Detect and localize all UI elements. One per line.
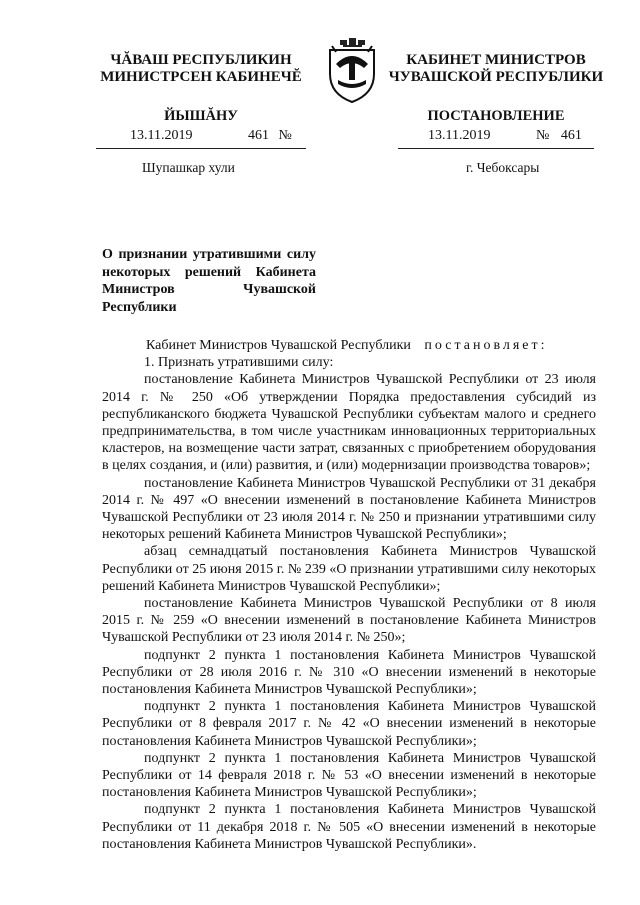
document-subject: О признании утратившими силу некоторых решений Кабинета Министров Чувашской Республики xyxy=(102,247,316,315)
org-name-russian: КАБИНЕТ МИНИСТРОВ ЧУВАШСКОЙ РЕСПУБЛИКИ xyxy=(388,52,604,85)
body-paragraph: подпункт 2 пункта 1 постановления Кабинета Министров Чувашской Республики от 28 июля 2016 г. № 310 «О внесении изменений в некоторые постановления Кабинета Министров Чувашской Республики»; xyxy=(102,647,596,698)
decree-verb: постановляет: xyxy=(424,338,548,353)
body-paragraph: подпункт 2 пункта 1 постановления Кабинета Министров Чувашской Республики от 11 декабря 2018 г. № 505 «О внесении изменений в некоторые постановления Кабинета Министров Чувашской Республики». xyxy=(102,802,596,852)
right-number-row: № 461 xyxy=(536,128,582,143)
body-paragraph: подпункт 2 пункта 1 постановления Кабинета Министров Чувашской Республики от 8 февраля 2017 г. № 42 «О внесении изменений в некоторые постановления Кабинета Министров Чувашской Республики»; xyxy=(102,699,596,749)
doc-type-russian: ПОСТАНОВЛЕНИЕ xyxy=(427,108,565,124)
body-paragraph: 1. Признать утратившими силу: xyxy=(144,355,334,371)
document-body xyxy=(102,337,596,853)
right-date-line xyxy=(398,148,594,149)
left-date-line xyxy=(96,148,306,149)
body-paragraph: постановление Кабинета Министров Чувашской Республики от 31 декабря 2014 г. № 497 «О внесении изменений в постановление Кабинета Министров Чувашской Республики от 23 июля 2014 г. № 250 и признании утратившими силу некоторых решений Кабинета Министров Чувашской Республики»; xyxy=(102,475,596,543)
body-paragraph: абзац семнадцатый постановления Кабинета Министров Чувашской Республики от 25 июня 2015 г. № 239 «О признании утратившими силу некоторых решений Кабинета Министров Чувашской Республики»; xyxy=(102,544,596,594)
left-date: 13.11.2019 xyxy=(130,128,193,143)
body-paragraph: постановление Кабинета Министров Чувашской Республики от 23 июля 2014 г. № 250 «Об утверждении Порядка предоставления субсидий из республиканского бюджета Чувашской Республики субъектам малого и среднего предпринимательства, в том числе участникам инновационных территориальных кластеров, на возмещение части затрат, связанных с приобретением оборудования в целях создания, и (или) развития, и (или) модернизации производства товаров»; xyxy=(102,372,596,474)
intro-paragraph: Кабинет Министров Чувашской Республики постановляет: xyxy=(146,338,548,353)
org-name-chuvash: ЧĂВАШ РЕСПУБЛИКИН МИНИСТРСЕН КАБИНЕЧĔ xyxy=(100,52,302,85)
header-left xyxy=(96,22,306,125)
header-right xyxy=(380,22,612,125)
right-date: 13.11.2019 xyxy=(428,128,491,143)
left-number-row: 461 № xyxy=(248,128,292,143)
place-chuvash: Шупашкар хули xyxy=(142,160,235,175)
chuvash-coat-of-arms-icon xyxy=(322,38,382,106)
body-paragraph: постановление Кабинета Министров Чувашской Республики от 8 июля 2015 г. № 259 «О внесении изменений в постановление Кабинета Министров Чувашской Республики от 23 июля 2014 г. № 250»; xyxy=(102,596,596,646)
doc-type-chuvash: ЙЫШĂНУ xyxy=(164,108,238,124)
body-paragraph: подпункт 2 пункта 1 постановления Кабинета Министров Чувашской Республики от 14 февраля 2018 г. № 53 «О внесении изменений в некоторые постановления Кабинета Министров Чувашской Республики»; xyxy=(102,750,596,801)
place-russian: г. Чебоксары xyxy=(466,160,540,175)
